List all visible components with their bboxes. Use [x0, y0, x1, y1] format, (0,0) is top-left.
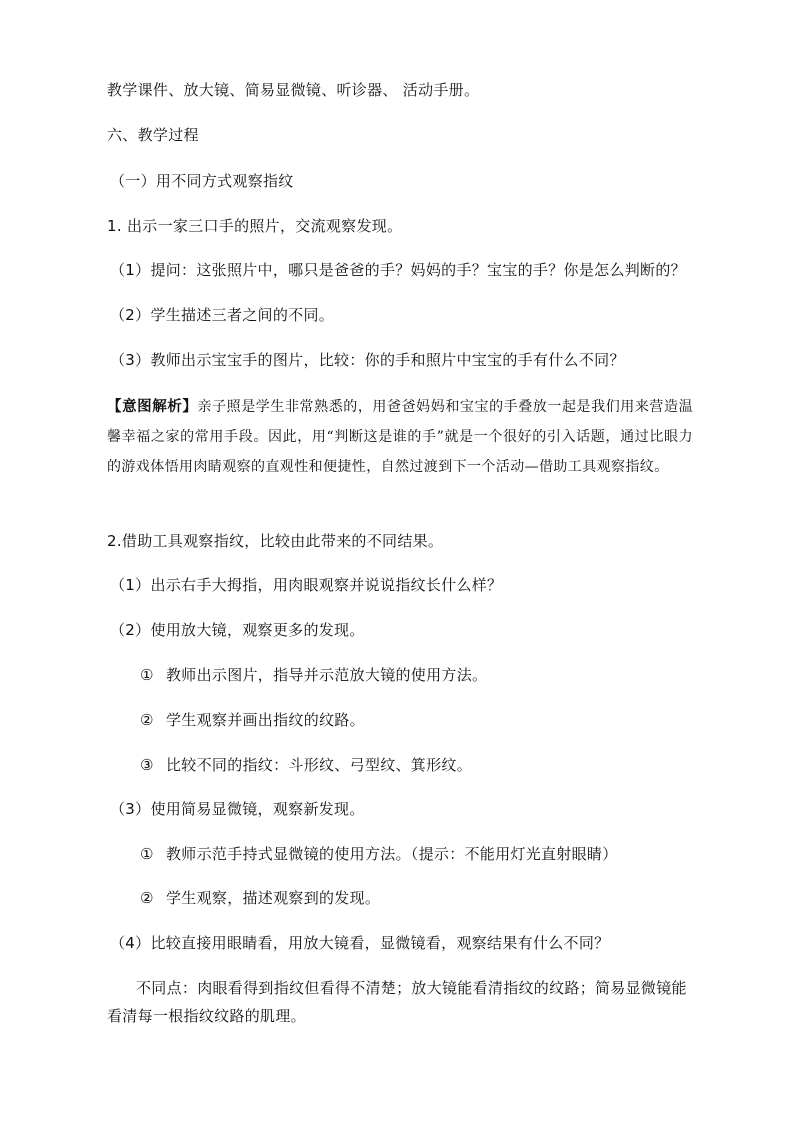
section-heading: 六、教学过程 [107, 126, 199, 144]
circled-number: ① [140, 666, 154, 684]
step-2-item-4: （4）比较直接用眼睛看，用放大镜看，显微镜看，观察结果有什么不同？ [110, 934, 610, 952]
circled-number: ③ [140, 756, 154, 774]
sub-item-text: 学生观察，描述观察到的发现。 [166, 889, 381, 907]
step-1-item-1: （1）提问：这张照片中，哪只是爸爸的手？妈妈的手？宝宝的手？你是怎么判断的？ [110, 261, 686, 279]
step-2-item-2-sub-1 [140, 664, 487, 686]
step-2-item-3: （3）使用简易显微镜，观察新发现。 [110, 800, 365, 818]
difference-line-1: 不同点：肉眼看得到指纹但看得不清楚；放大镜能看清指纹的纹路；简易显微镜能 [136, 979, 687, 997]
circled-number: ① [140, 845, 154, 863]
intent-note [107, 392, 693, 482]
sub-item-text: 教师出示图片，指导并示范放大镜的使用方法。 [166, 666, 488, 684]
step-2-item-2-sub-3 [140, 754, 472, 776]
step-1-item-2: （2）学生描述三者之间的不同。 [110, 306, 335, 324]
subsection-heading: （一）用不同方式观察指纹 [110, 172, 294, 190]
intent-note-tag: 【意图解析】 [107, 399, 198, 415]
step-2-item-1: （1）出示右手大拇指，用肉眼观察并说说指纹长什么样？ [110, 576, 503, 594]
step-2-item-2: （2）使用放大镜，观察更多的发现。 [110, 621, 365, 639]
difference-line-2: 看清每一根指纹纹路的肌理。 [107, 1007, 306, 1025]
intent-note-text: 亲子照是学生非常熟悉的，用爸爸妈妈和宝宝的手叠放一起是我们用来营造温馨幸福之家的常用手段。因此，用“判断这是谁的手”就是一个很好的引入话题，通过比眼力的游戏体悟用肉睛观察的直观性和便捷性，自然过渡到下一个活动—借助工具观察指纹。 [107, 399, 693, 475]
sub-item-text: 教师示范手持式显微镜的使用方法。（提示：不能用灯光直射眼睛） [166, 845, 618, 863]
step-2-item-3-sub-2 [140, 887, 380, 909]
step-1-item-3: （3）教师出示宝宝手的图片，比较：你的手和照片中宝宝的手有什么不同？ [110, 351, 625, 369]
step-1-title: 1. 出示一家三口手的照片，交流观察发现。 [107, 217, 403, 235]
materials-line: 教学课件、放大镜、简易显微镜、听诊器、 活动手册。 [107, 81, 480, 99]
sub-item-text: 学生观察并画出指纹的纹路。 [166, 711, 365, 729]
step-2-item-3-sub-1 [140, 843, 618, 865]
step-2-item-2-sub-2 [140, 709, 365, 731]
sub-item-text: 比较不同的指纹：斗形纹、弓型纹、箕形纹。 [166, 756, 473, 774]
circled-number: ② [140, 889, 154, 907]
step-2-title: 2.借助工具观察指纹，比较由此带来的不同结果。 [107, 532, 444, 550]
circled-number: ② [140, 711, 154, 729]
